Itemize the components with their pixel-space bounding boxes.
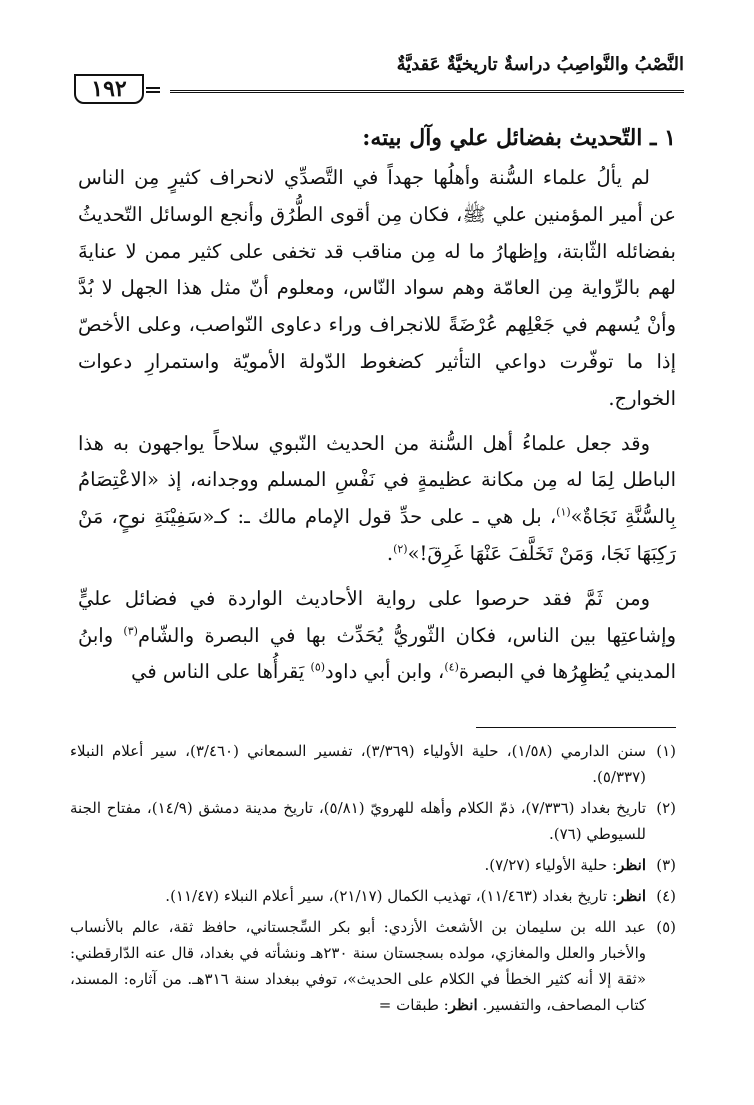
- footnote-ref[interactable]: (٥): [310, 660, 326, 674]
- paragraph-text: ومن ثَمَّ فقد حرصوا على رواية الأحاديث الواردة في فضائل عليٍّ وإشاعتِها بين الناس، فكان الثّوريُّ يُحَدِّث بها في البصرة والشّام: [78, 586, 676, 647]
- footnote-body: [70, 914, 646, 1018]
- footnote-lead: انظر: [617, 856, 646, 874]
- footnote-body: [70, 883, 646, 909]
- page-number: ١٩٢: [74, 74, 144, 104]
- footnote-text: : حلية الأولياء (٧/٢٧).: [484, 856, 618, 874]
- page-number-frame: [70, 72, 160, 106]
- footnote-separator: [476, 727, 676, 728]
- paragraph-text: .: [386, 541, 394, 565]
- footnote-lead: انظر: [617, 887, 646, 905]
- footnote: [70, 795, 676, 847]
- paragraph-text: يَقرأُها على الناس في: [131, 660, 311, 684]
- page-header: [70, 50, 684, 110]
- running-title: النَّصْبُ والنَّواصِبُ دراسةٌ تاريخيَّةٌ عَقديَّةٌ: [396, 54, 684, 75]
- paragraph-text: لم يألُ علماء السُّنة وأهلُها جهداً في التَّصدِّي لانحراف كثيرٍ مِن الناس عن أمير المؤمنين علي ﷺ، فكان مِن أقوى الطُّرُق وأنجع الوسائل التّحديثُ بفضائله الثّابتة، وإظهارُ ما له مِن مناقب قد تخفى على كثير ممن لا عنايةَ لهم بالرِّواية مِن العامّة وهم سواد النّاس، ومعلوم أنّ مثل هذا الجهل لا بُدَّ وأنْ يُسهم في جَعْلِهم عُرْضَةً للانجراف وراء دعاوى النّواصب، وعلى الأخصّ إذا ما توفّرت دواعي التأثير كضغوط الدّولة الأمويّة واستمرارِ دعوات الخوارج.: [78, 166, 676, 410]
- footnote-ref[interactable]: (٤): [444, 660, 459, 674]
- footnote: [70, 738, 676, 790]
- paragraph-text: وقد جعل علماءُ أهل السُّنة من الحديث النّبوي سلاحاً يواجهون به هذا الباطل لِمَا له مِن مكانة عظيمةٍ في نَفْسِ المسلم ووجدانه، إذ «الاعْتِصَامُ بِالسُّنَّةِ نَجَاةٌ»: [78, 431, 676, 529]
- footnote-text: عبد الله بن سليمان بن الأشعث الأزدي: أبو بكر السِّجستاني، حافظ ثقة، عالم بالأنساب والأخبار والعلل والمغازي، مولده بسجستان سنة ٢٣٠هـ ونشأته في بغداد، قال عنه الدّارقطني: «ثقة إلا أنه كثير الخطأ في الكلام على الحديث»، توفي ببغداد سنة ٣١٦هـ. من آثاره: المسند، كتاب المصاحف، والتفسير.: [70, 918, 647, 1014]
- paragraph: [78, 581, 676, 691]
- footnote-number: (١): [656, 742, 676, 760]
- footnote-text: تاريخ بغداد (٧/٣٣٦)، ذمّ الكلام وأهله للهرويّ (٥/٨١)، تاريخ مدينة دمشق (١٤/٩)، مفتاح الجنة للسيوطي (٧٦).: [70, 799, 647, 843]
- paragraph: [78, 426, 676, 573]
- footnote-text: سنن الدارمي (١/٥٨)، حلية الأولياء (٣/٣٦٩)، تفسير السمعاني (٣/٤٦٠)، سير أعلام النبلاء (٥/٣٣٧).: [70, 742, 647, 786]
- paragraph: [78, 160, 676, 418]
- footnote-body: [70, 852, 646, 878]
- footnote-number: (٤): [656, 887, 676, 905]
- footnote-ref[interactable]: (٣): [123, 624, 138, 638]
- paragraph-text: وابنُ المديني يُظهِرُها في البصرة: [78, 623, 676, 684]
- footnote: [70, 852, 676, 878]
- footnote-text: : طبقات =: [378, 996, 449, 1014]
- main-text: [78, 120, 676, 699]
- footnotes: [70, 738, 676, 1023]
- footnote: [70, 883, 676, 909]
- footnote-number: (٥): [656, 918, 676, 936]
- footnote-number: (٣): [656, 856, 676, 874]
- footnote-text: : تاريخ بغداد (١١/٤٦٣)، تهذيب الكمال (٢١/١٧)، سير أعلام النبلاء (١١/٤٧).: [165, 887, 618, 905]
- footnote-ref[interactable]: (١): [556, 505, 571, 519]
- footnote-lead: انظر: [448, 996, 478, 1014]
- footnote: [70, 914, 676, 1018]
- paragraph-text: ، بل هي ـ على حدِّ قول الإمام مالك ـ: كـ«سَفِيْنَةِ نوحٍ، مَنْ رَكِبَهَا نَجَا، وَمَنْ تَخَلَّفَ عَنْهَا غَرِقَ!»: [78, 505, 676, 565]
- page-number-ornament: [146, 87, 160, 93]
- section-heading: ١ ـ التّحديث بفضائل علي وآل بيته:: [362, 125, 676, 151]
- footnote-ref[interactable]: (٢): [393, 542, 408, 556]
- footnote-number: (٢): [656, 799, 676, 817]
- header-rule: [170, 90, 684, 97]
- paragraph-text: ، وابن أبي داود: [325, 660, 445, 684]
